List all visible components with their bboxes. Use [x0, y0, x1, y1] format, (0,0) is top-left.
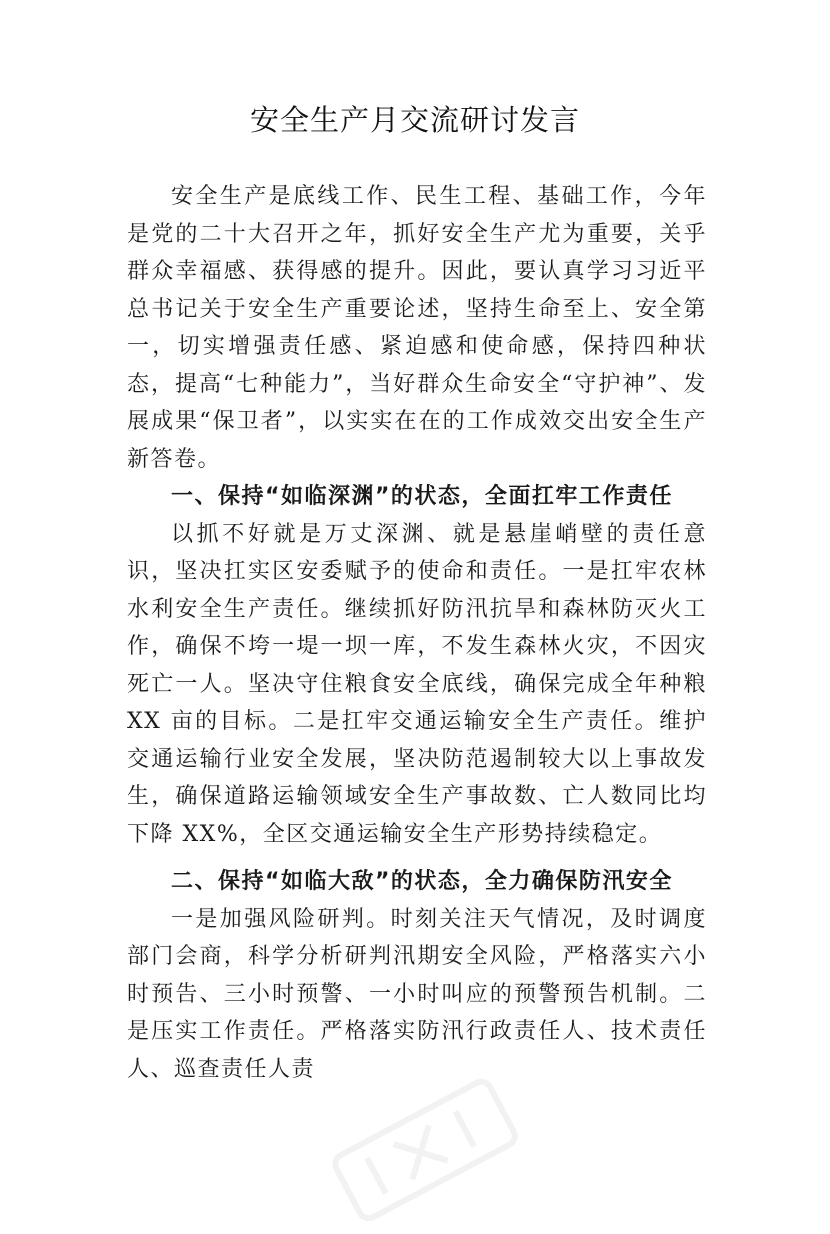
intro-paragraph: 安全生产是底线工作、民生工程、基础工作，今年是党的二十大召开之年，抓好安全生产尤为重要，关乎群众幸福感、获得感的提升。因此，要认真学习习近平总书记关于安全生产重要论述，坚持生命至上、安全第一，切实增强责任感、紧迫感和使命感，保持四种状态，提高“七种能力”，当好群众生命安全“守护神”、发展成果“保卫者”，以实实在在的工作成效交出安全生产新答卷。 [127, 184, 707, 472]
document-body [127, 178, 707, 1088]
section1-heading: 一、保持“如临深渊”的状态，全面扛牢工作责任 [171, 484, 673, 509]
watermark-logo-icon [320, 1066, 530, 1234]
section2-paragraph: 一是加强风险研判。时刻关注天气情况，及时调度部门会商，科学分析研判汛期安全风险，严格落实六小时预告、三小时预警、一小时叫应的预警预告机制。二是压实工作责任。严格落实防汛行政责任人、技术责任人、巡查责任人责 [127, 906, 707, 1082]
document-title: 安全生产月交流研讨发言 [249, 103, 580, 137]
section2-heading: 二、保持“如临大敌”的状态，全力确保防汛安全 [171, 869, 673, 894]
section1-paragraph: 以抓不好就是万丈深渊、就是悬崖峭壁的责任意识，坚决扛实区安委赋予的使命和责任。一是扛牢农林水利安全生产责任。继续抓好防汛抗旱和森林防灭火工作，确保不垮一堤一坝一库，不发生森林火灾，不因灾死亡一人。坚决守住粮食安全底线，确保完成全年种粮 XX 亩的目标。二是扛牢交通运输安全生产责任。维护交通运输行业安全发展，坚决防范遏制较大以上事故发生，确保道路运输领域安全生产事故数、亡人数同比均下降 XX%，全区交通运输安全生产形势持续稳定。 [127, 521, 707, 847]
